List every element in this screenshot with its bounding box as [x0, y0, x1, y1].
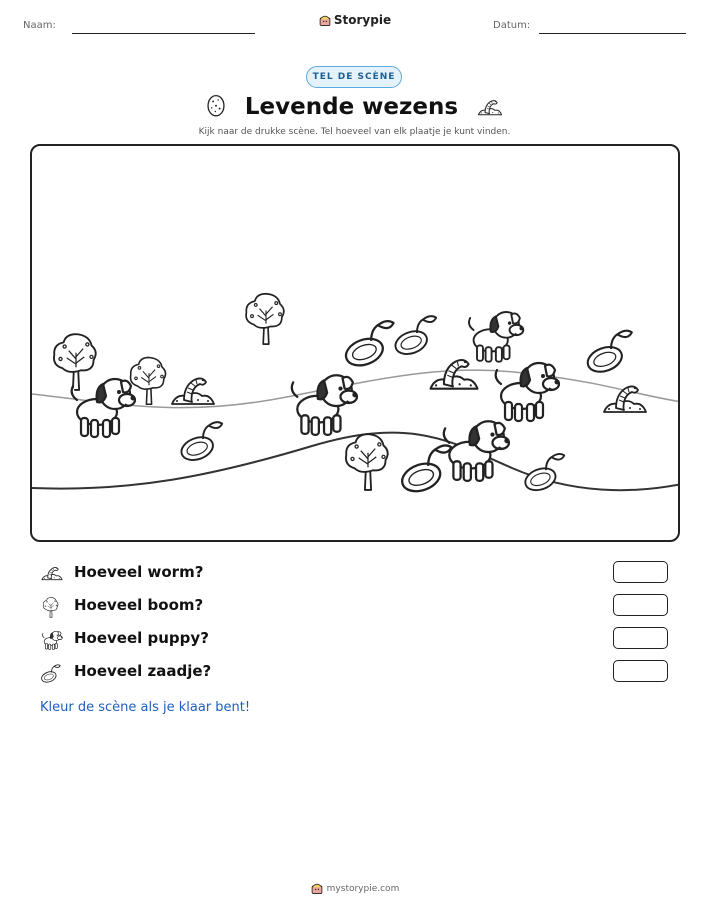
- date-line[interactable]: [539, 33, 686, 34]
- seed-icon: [398, 445, 451, 496]
- puppy-icon: [444, 421, 510, 481]
- seed-icon: [178, 422, 222, 464]
- question-text: Hoeveel zaadje?: [74, 662, 212, 680]
- brand-logo: [0, 13, 709, 27]
- tree-icon: [346, 434, 388, 490]
- seed-icon: [522, 454, 564, 494]
- scene-badge: TEL DE SCÈNE: [306, 66, 402, 88]
- worm-icon: [476, 96, 504, 118]
- scene-illustration: [32, 146, 680, 542]
- color-instruction: Kleur de scène als je klaar bent!: [40, 700, 251, 715]
- question-text: Hoeveel boom?: [74, 596, 204, 614]
- worm-icon: [40, 563, 64, 583]
- subtitle: Kijk naar de drukke scène. Tel hoeveel van elk plaatje je kunt vinden.: [198, 127, 511, 137]
- storypie-icon: [310, 881, 324, 895]
- worm-icon: [604, 386, 646, 412]
- question-row: [40, 627, 670, 651]
- answer-box[interactable]: [613, 561, 668, 583]
- name-line[interactable]: [72, 33, 255, 34]
- footer: [0, 881, 709, 895]
- title-text: Levende wezens: [244, 94, 459, 120]
- brand-name: Storypie: [333, 13, 392, 27]
- seed-icon: [40, 662, 62, 684]
- question-text: Hoeveel puppy?: [74, 629, 209, 647]
- worm-icon: [172, 378, 214, 404]
- scene-frame: [30, 144, 680, 542]
- question-row: [40, 561, 670, 585]
- name-label: Naam:: [23, 20, 56, 31]
- answer-box[interactable]: [613, 627, 668, 649]
- worm-icon: [430, 360, 477, 389]
- storypie-icon: [318, 13, 332, 27]
- question-row: [40, 660, 670, 684]
- question-text: Hoeveel worm?: [74, 563, 204, 581]
- puppy-icon: [40, 629, 64, 651]
- tree-icon: [40, 596, 62, 618]
- puppy-icon: [469, 312, 524, 362]
- egg-icon: [205, 92, 227, 118]
- puppy-icon: [72, 379, 136, 437]
- answer-box[interactable]: [613, 660, 668, 682]
- puppy-icon: [292, 375, 358, 435]
- answer-box[interactable]: [613, 594, 668, 616]
- page-title: [0, 92, 709, 120]
- seed-icon: [342, 321, 393, 370]
- tree-icon: [131, 357, 166, 404]
- seed-icon: [392, 316, 436, 358]
- tree-icon: [246, 294, 284, 344]
- seed-icon: [584, 331, 632, 377]
- date-label: Datum:: [493, 20, 531, 31]
- footer-url: mystorypie.com: [326, 884, 400, 894]
- question-row: [40, 594, 670, 618]
- tree-icon: [54, 334, 96, 390]
